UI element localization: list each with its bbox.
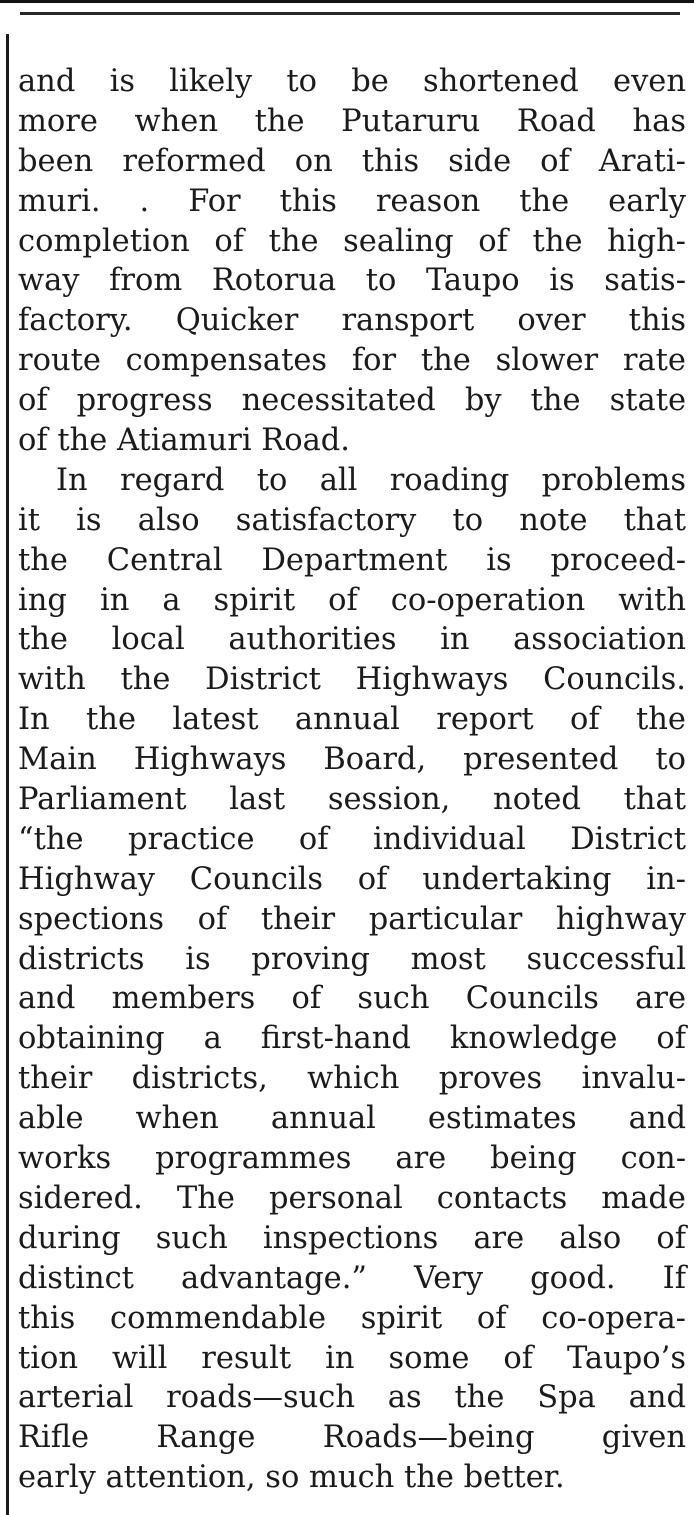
text-line: and members of such Councils are — [18, 981, 686, 1017]
text-line: muri. . For this reason the early — [18, 183, 686, 219]
text-line: obtaining a first-hand knowledge of — [18, 1021, 686, 1057]
text-line: this commendable spirit of co-opera- — [18, 1300, 686, 1336]
text-line: factory. Quicker ransport over this — [18, 303, 686, 339]
text-line: In the latest annual report of the — [18, 702, 686, 738]
text-line: more when the Putaruru Road has — [18, 103, 686, 139]
text-line: districts is proving most successful — [18, 941, 686, 977]
text-line: “the practice of individual District — [18, 821, 686, 857]
text-line: way from Rotorua to Taupo is satis- — [18, 263, 686, 299]
text-line: arterial roads—such as the Spa and — [18, 1380, 686, 1416]
article-column — [18, 62, 686, 1498]
text-line: Highway Councils of undertaking in- — [18, 861, 686, 897]
text-line: works programmes are being con- — [18, 1141, 686, 1177]
text-line: spections of their particular highway — [18, 901, 686, 937]
text-line: of the Atiamuri Road. — [18, 423, 351, 459]
text-line: with the District Highways Councils. — [18, 662, 686, 698]
text-line: during such inspections are also of — [18, 1220, 686, 1256]
text-line: and is likely to be shortened even — [18, 64, 686, 99]
top-rule-secondary — [20, 12, 680, 15]
text-line: able when annual estimates and — [18, 1101, 686, 1137]
text-line: ing in a spirit of co-operation with — [18, 582, 686, 618]
text-line: of progress necessitated by the state — [18, 383, 686, 419]
paragraph-1 — [18, 62, 686, 461]
text-line: sidered. The personal contacts made — [18, 1180, 686, 1216]
text-line: early attention, so much the better. — [18, 1460, 565, 1496]
column-rule — [6, 34, 9, 1515]
text-line: the local authorities in association — [18, 622, 686, 658]
text-line: the Central Department is proceed- — [18, 542, 686, 578]
text-line: it is also satisfactory to note that — [18, 502, 686, 538]
text-line: Parliament last session, noted that — [18, 782, 686, 818]
text-line: distinct advantage.” Very good. If — [18, 1260, 686, 1296]
top-rule — [0, 0, 694, 3]
text-line: route compensates for the slower rate — [18, 343, 686, 379]
text-line: completion of the sealing of the high- — [18, 223, 686, 259]
text-line: tion will result in some of Taupo’s — [18, 1340, 686, 1376]
text-line: In regard to all roading problems — [56, 462, 686, 498]
text-line: their districts, which proves invalu- — [18, 1061, 686, 1097]
text-line: Main Highways Board, presented to — [18, 742, 686, 778]
paragraph-2 — [18, 461, 686, 1498]
text-line: Rifle Range Roads—being given — [18, 1420, 686, 1456]
text-line: been reformed on this side of Arati- — [18, 143, 686, 179]
